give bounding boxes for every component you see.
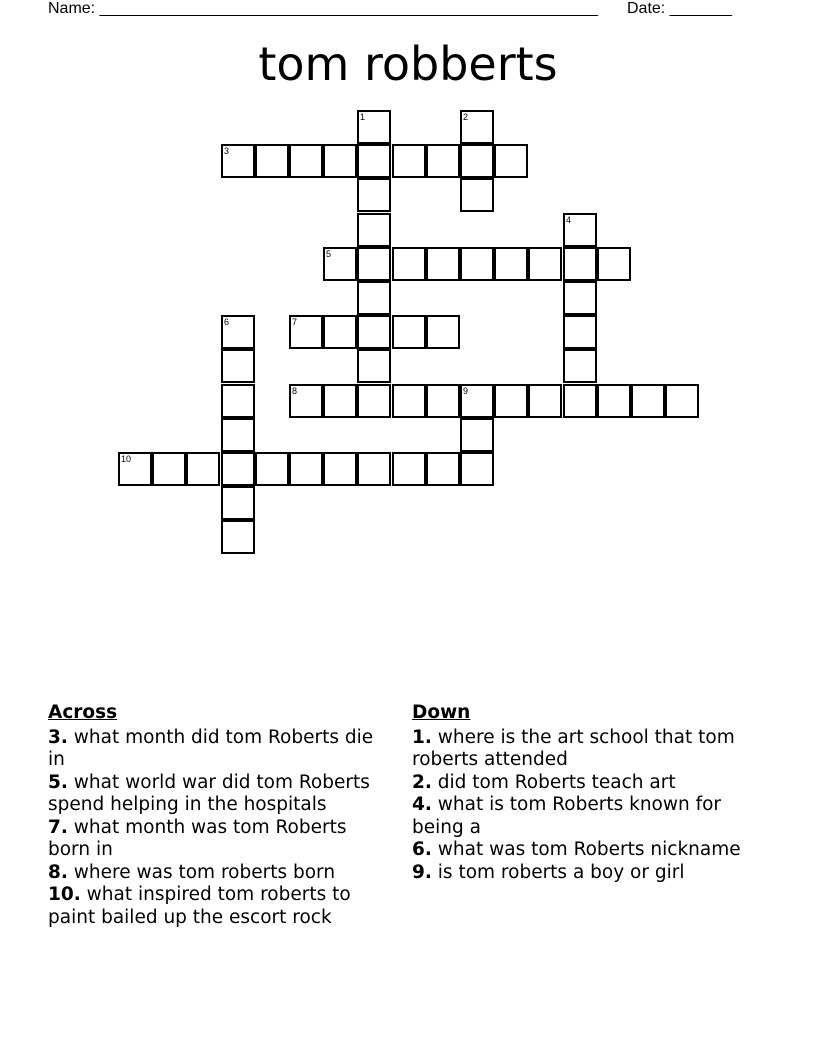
clue-text: where was tom roberts born — [73, 861, 336, 883]
clue-number: 3. — [48, 726, 68, 748]
grid-cell[interactable] — [289, 315, 323, 349]
grid-cell[interactable] — [563, 247, 597, 281]
cell-number: 6 — [224, 317, 230, 327]
grid-cell[interactable] — [392, 144, 426, 178]
grid-cell[interactable] — [426, 452, 460, 486]
grid-cell[interactable] — [357, 110, 391, 144]
cell-number: 1 — [360, 112, 366, 122]
grid-cell[interactable] — [563, 213, 597, 247]
grid-cell[interactable] — [221, 452, 255, 486]
clue-number: 2. — [412, 771, 432, 793]
clue-text: what inspired tom roberts to paint bailed up the escort rock — [48, 884, 351, 928]
grid-cell[interactable] — [357, 452, 391, 486]
clue-text: what month was tom Roberts born in — [48, 816, 347, 860]
grid-cell[interactable] — [289, 384, 323, 418]
grid-cell[interactable] — [460, 144, 494, 178]
grid-cell[interactable] — [597, 247, 631, 281]
grid-cell[interactable] — [494, 384, 528, 418]
clue-across-7 — [48, 817, 388, 862]
grid-cell[interactable] — [221, 486, 255, 520]
across-clues — [48, 702, 388, 929]
clue-number: 8. — [48, 861, 68, 883]
grid-cell[interactable] — [186, 452, 220, 486]
clue-down-2 — [412, 772, 752, 795]
cell-number: 8 — [292, 386, 298, 396]
grid-cell[interactable] — [460, 110, 494, 144]
clue-number: 6. — [412, 839, 432, 860]
grid-cell[interactable] — [631, 384, 665, 418]
grid-cell[interactable] — [392, 315, 426, 349]
clue-number: 7. — [48, 816, 68, 838]
grid-cell[interactable] — [460, 384, 494, 418]
grid-cell[interactable] — [357, 281, 391, 315]
clue-number: 4. — [412, 794, 432, 815]
grid-cell[interactable] — [460, 178, 494, 212]
grid-cell[interactable] — [221, 418, 255, 452]
clue-down-9 — [412, 862, 752, 885]
grid-cell[interactable] — [152, 452, 186, 486]
clue-across-10 — [48, 884, 388, 929]
grid-cell[interactable] — [221, 520, 255, 554]
page-title: tom robberts — [258, 37, 558, 91]
grid-cell[interactable] — [494, 247, 528, 281]
grid-cell[interactable] — [494, 144, 528, 178]
grid-cell[interactable] — [323, 384, 357, 418]
grid-cell[interactable] — [563, 384, 597, 418]
clue-text: what was tom Roberts nickname — [437, 839, 741, 860]
grid-cell[interactable] — [357, 178, 391, 212]
grid-cell[interactable] — [460, 452, 494, 486]
grid-cell[interactable] — [460, 247, 494, 281]
clue-number: 5. — [48, 771, 68, 793]
grid-cell[interactable] — [357, 247, 391, 281]
grid-cell[interactable] — [221, 315, 255, 349]
grid-cell[interactable] — [392, 452, 426, 486]
clue-text: what world war did tom Roberts spend helping in the hospitals — [48, 771, 370, 815]
grid-cell[interactable] — [563, 281, 597, 315]
clue-text: is tom roberts a boy or girl — [437, 861, 685, 883]
grid-cell[interactable] — [357, 315, 391, 349]
grid-cell[interactable] — [597, 384, 631, 418]
grid-cell[interactable] — [255, 144, 289, 178]
cell-number: 3 — [224, 146, 230, 156]
clue-number: 10. — [48, 884, 81, 905]
grid-cell[interactable] — [323, 452, 357, 486]
clue-text: what is tom Roberts known for being a — [412, 794, 722, 838]
across-heading: Across — [48, 702, 118, 723]
grid-cell[interactable] — [323, 144, 357, 178]
down-heading: Down — [412, 702, 471, 723]
grid-cell[interactable] — [392, 384, 426, 418]
grid-cell[interactable] — [563, 349, 597, 383]
cell-number: 7 — [292, 317, 298, 327]
down-clues — [412, 702, 752, 884]
date-field-label: Date: _______ — [627, 0, 732, 17]
clue-text: what month did tom Roberts die in — [48, 726, 374, 770]
grid-cell[interactable] — [357, 144, 391, 178]
grid-cell[interactable] — [528, 384, 562, 418]
grid-cell[interactable] — [357, 349, 391, 383]
grid-cell[interactable] — [357, 213, 391, 247]
grid-cell[interactable] — [323, 315, 357, 349]
grid-cell[interactable] — [221, 384, 255, 418]
cell-number: 10 — [121, 454, 132, 464]
clue-number: 1. — [412, 726, 432, 748]
clue-number: 9. — [412, 861, 432, 883]
grid-cell[interactable] — [323, 247, 357, 281]
cell-number: 9 — [463, 386, 469, 396]
grid-cell[interactable] — [426, 315, 460, 349]
grid-cell[interactable] — [528, 247, 562, 281]
grid-cell[interactable] — [221, 349, 255, 383]
clue-down-6 — [412, 839, 752, 862]
clue-across-5 — [48, 772, 388, 817]
cell-number: 2 — [463, 112, 469, 122]
cell-number: 5 — [326, 249, 332, 259]
grid-cell[interactable] — [426, 144, 460, 178]
clue-down-1 — [412, 727, 752, 772]
clue-across-3 — [48, 727, 388, 772]
grid-cell[interactable] — [665, 384, 699, 418]
cell-number: 4 — [566, 215, 572, 225]
clue-down-4 — [412, 794, 752, 839]
clue-text: did tom Roberts teach art — [437, 771, 676, 793]
grid-cell[interactable] — [221, 144, 255, 178]
name-field-label: Name: ________________________________________________________ — [48, 0, 598, 17]
grid-cell[interactable] — [563, 315, 597, 349]
grid-cell[interactable] — [392, 247, 426, 281]
clue-across-8 — [48, 862, 388, 885]
grid-cell[interactable] — [255, 452, 289, 486]
grid-cell[interactable] — [289, 144, 323, 178]
clue-text: where is the art school that tom roberts attended — [412, 726, 735, 770]
grid-cell[interactable] — [426, 247, 460, 281]
grid-cell[interactable] — [426, 384, 460, 418]
grid-cell[interactable] — [118, 452, 152, 486]
grid-cell[interactable] — [460, 418, 494, 452]
grid-cell[interactable] — [357, 384, 391, 418]
grid-cell[interactable] — [289, 452, 323, 486]
